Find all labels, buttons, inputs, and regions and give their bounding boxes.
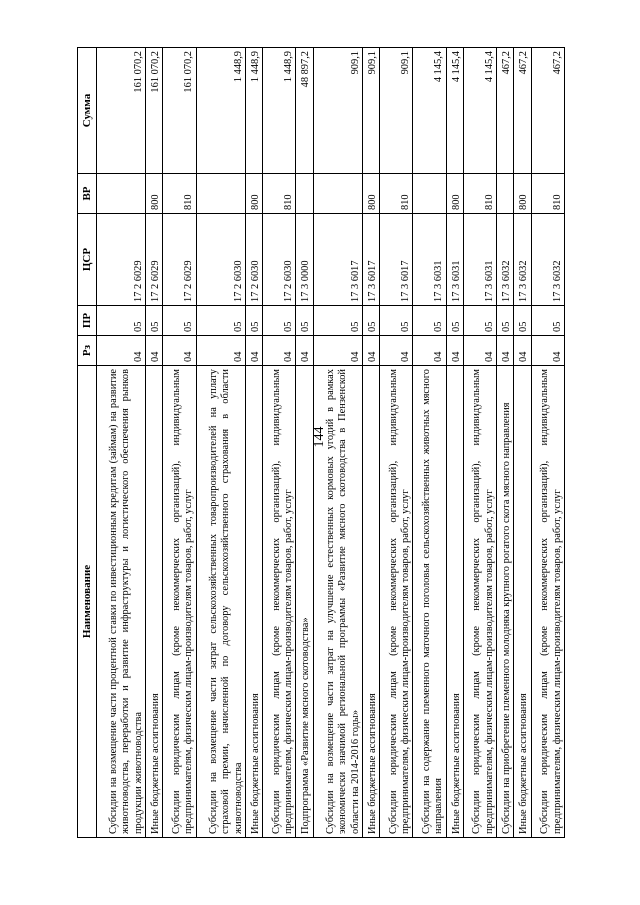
table-header-row [78,48,97,838]
cell-sum: 1 448,9 [196,48,245,174]
cell-vr: 800 [446,174,463,214]
cell-vr: 810 [531,174,564,214]
header-name: Наименование [78,366,97,838]
cell-name: Иные бюджетные ассигнования [362,366,379,838]
header-rz: Рз [78,336,97,366]
table-row [362,48,379,838]
cell-vr: 800 [514,174,531,214]
table-row [163,48,196,838]
cell-pr: 05 [97,306,146,336]
cell-csr: 17 3 6031 [446,214,463,306]
cell-rz: 04 [362,336,379,366]
table-row [196,48,245,838]
cell-csr: 17 2 6029 [146,214,163,306]
cell-vr [313,174,362,214]
table-row [413,48,446,838]
cell-rz: 04 [313,336,362,366]
cell-rz: 04 [497,336,514,366]
cell-name: Субсидии на возмещение части затрат сельскохозяйственных товаропроизводителей на уплату страховой премии, начисленной по договору сельскохозяйственного страхования в области животноводства [196,366,245,838]
cell-csr: 17 3 6032 [497,214,514,306]
cell-rz: 04 [196,336,245,366]
cell-sum: 4 145,4 [413,48,446,174]
cell-vr [413,174,446,214]
cell-sum: 161 070,2 [146,48,163,174]
cell-csr: 17 3 6017 [362,214,379,306]
cell-pr: 05 [463,306,496,336]
cell-name: Субсидии юридическим лицам (кроме некоммерческих организаций), индивидуальным предпринимателям, физическим лицам-производителям товаров, работ, услуг [163,366,196,838]
cell-name: Иные бюджетные ассигнования [245,366,262,838]
cell-sum: 1 448,9 [263,48,296,174]
cell-pr: 05 [263,306,296,336]
cell-pr: 05 [296,306,313,336]
table-row [313,48,362,838]
header-vr: ВР [78,174,97,214]
cell-vr [296,174,313,214]
cell-name: Субсидии юридическим лицам (кроме некоммерческих организаций), индивидуальным предпринимателям, физическим лицам-производителям товаров, работ, услуг [380,366,413,838]
cell-sum: 161 070,2 [163,48,196,174]
cell-name: Субсидии юридическим лицам (кроме некоммерческих организаций), индивидуальным предпринимателям, физическим лицам-производителям товаров, работ, услуг [263,366,296,838]
cell-sum: 4 145,4 [463,48,496,174]
table-row [514,48,531,838]
table-row [463,48,496,838]
cell-pr: 05 [446,306,463,336]
cell-vr [97,174,146,214]
cell-pr: 05 [163,306,196,336]
cell-name: Субсидии юридическим лицам (кроме некоммерческих организаций), индивидуальным предпринимателям, физическим лицам-производителям товаров, работ, услуг [531,366,564,838]
cell-pr: 05 [146,306,163,336]
cell-csr: 17 3 6031 [463,214,496,306]
table-row [380,48,413,838]
table-row [245,48,262,838]
cell-csr: 17 2 6029 [97,214,146,306]
cell-name: Субсидии на возмещение части затрат на улучшение естественных кормовых угодий в рамках экономически значимой региональной программы «Развитие мясного скотоводства в Пензенской области на 2014-2016 годы» [313,366,362,838]
cell-pr: 05 [245,306,262,336]
cell-pr: 05 [362,306,379,336]
budget-table [77,47,565,838]
table-row [531,48,564,838]
cell-rz: 04 [146,336,163,366]
cell-csr: 17 2 6030 [263,214,296,306]
header-csr: ЦСР [78,214,97,306]
table-row [497,48,514,838]
cell-rz: 04 [380,336,413,366]
cell-name: Субсидии на содержание племенного маточного поголовья сельскохозяйственных животных мясного направления [413,366,446,838]
rotated-page [77,48,565,838]
cell-rz: 04 [413,336,446,366]
table-row [263,48,296,838]
cell-csr: 17 2 6030 [196,214,245,306]
cell-vr: 810 [463,174,496,214]
cell-vr [196,174,245,214]
cell-sum: 467,2 [497,48,514,174]
cell-rz: 04 [245,336,262,366]
cell-csr: 17 2 6030 [245,214,262,306]
table-row [296,48,313,838]
cell-name: Субсидии на приобретение племенного молодняка крупного рогатого скота мясного направления [497,366,514,838]
cell-name: Иные бюджетные ассигнования [514,366,531,838]
cell-pr: 05 [196,306,245,336]
table-row [97,48,146,838]
cell-rz: 04 [463,336,496,366]
cell-csr: 17 3 6017 [313,214,362,306]
table-row [146,48,163,838]
cell-sum: 1 448,9 [245,48,262,174]
cell-sum: 48 897,2 [296,48,313,174]
cell-vr: 810 [263,174,296,214]
cell-pr: 05 [497,306,514,336]
cell-vr: 810 [380,174,413,214]
cell-pr: 05 [514,306,531,336]
cell-sum: 909,1 [362,48,379,174]
cell-vr: 800 [146,174,163,214]
cell-vr: 800 [362,174,379,214]
cell-pr: 05 [413,306,446,336]
cell-rz: 04 [263,336,296,366]
cell-name: Иные бюджетные ассигнования [146,366,163,838]
cell-rz: 04 [531,336,564,366]
cell-csr: 17 3 6032 [531,214,564,306]
cell-sum: 909,1 [313,48,362,174]
cell-rz: 04 [296,336,313,366]
cell-sum: 467,2 [514,48,531,174]
cell-sum: 4 145,4 [446,48,463,174]
cell-vr: 800 [245,174,262,214]
cell-rz: 04 [163,336,196,366]
cell-csr: 17 3 6031 [413,214,446,306]
cell-pr: 05 [531,306,564,336]
cell-name: Субсидии юридическим лицам (кроме некоммерческих организаций), индивидуальным предпринимателям, физическим лицам-производителям товаров, работ, услуг [463,366,496,838]
cell-sum: 161 070,2 [97,48,146,174]
cell-pr: 05 [380,306,413,336]
cell-rz: 04 [514,336,531,366]
cell-name: Иные бюджетные ассигнования [446,366,463,838]
cell-name: Субсидии на возмещение части процентной ставки по инвестиционным кредитам (займам) на развитие животноводства, переработки и развитие инфраструктуры и логистического обеспечения рынков продукции животноводства [97,366,146,838]
cell-csr: 17 3 6032 [514,214,531,306]
header-pr: ПР [78,306,97,336]
cell-name: Подпрограмма «Развитие мясного скотоводства» [296,366,313,838]
header-sum: Сумма [78,48,97,174]
cell-csr: 17 2 6029 [163,214,196,306]
cell-rz: 04 [446,336,463,366]
cell-pr: 05 [313,306,362,336]
cell-sum: 467,2 [531,48,564,174]
table-row [446,48,463,838]
cell-csr: 17 3 0000 [296,214,313,306]
cell-vr [497,174,514,214]
page-number: 144 [312,426,327,448]
cell-rz: 04 [97,336,146,366]
cell-sum: 909,1 [380,48,413,174]
cell-vr: 810 [163,174,196,214]
cell-csr: 17 3 6017 [380,214,413,306]
table-body [97,48,565,838]
